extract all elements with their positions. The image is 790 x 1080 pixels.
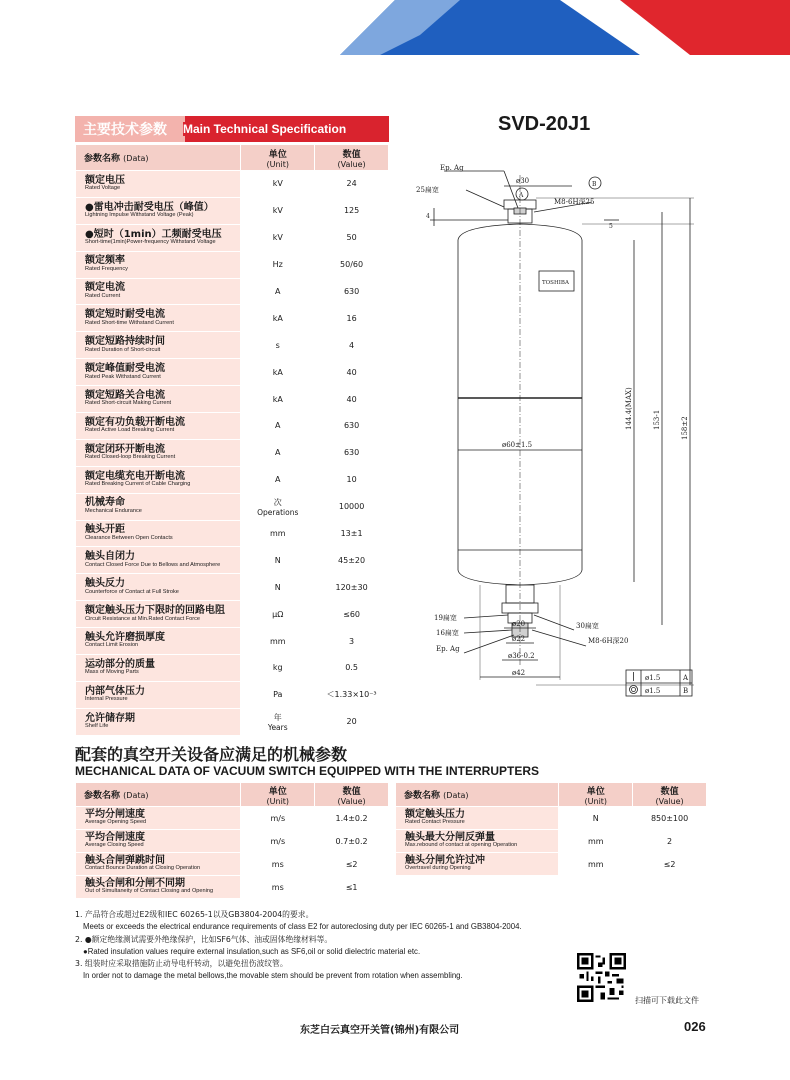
- mech-param-name: [396, 853, 559, 876]
- spec-row: [76, 386, 389, 413]
- spec-title-en: Main Technical Specification: [183, 122, 347, 136]
- label-d60: ø60±1.5: [502, 441, 533, 449]
- notes: [75, 909, 575, 983]
- label-h144: 144.4(MAX): [625, 387, 633, 430]
- param-name-en: Rated Current: [85, 292, 121, 299]
- param-name-cn: 额定电流: [85, 282, 125, 294]
- label-flat16: 16扁宽: [436, 629, 459, 637]
- param-name: [76, 439, 241, 466]
- note-line: Meets or exceeds the electrical endurance requirements of class E2 for autoreclosing duty per IEC 60265-1 and GB3804-2004.: [83, 922, 522, 932]
- param-name: [76, 171, 241, 198]
- label-tol1: ø1.5: [645, 674, 661, 682]
- param-name-en: Rated Short-time Withstand Current: [85, 319, 174, 326]
- param-name-en: Rated Peak Withstand Current: [85, 373, 161, 380]
- note-line: ●Rated insulation values require external insulation,such as SF6,oil or solid dielectric material etc.: [83, 946, 421, 956]
- spec-row: [76, 251, 389, 278]
- qr-caption: 扫描可下载此文件: [635, 996, 699, 1005]
- qr-code[interactable]: [577, 953, 626, 1002]
- label-b: B: [592, 181, 597, 188]
- param-name: [76, 386, 241, 413]
- param-unit: [241, 359, 315, 386]
- mech-param-name-cn: 触头合闸和分闸不同期: [85, 877, 185, 889]
- mech-param-value: 0.7±0.2: [315, 830, 389, 853]
- mech-row: [76, 853, 389, 876]
- spec-table-header: [76, 145, 389, 171]
- param-value: 3: [315, 628, 389, 655]
- param-name-cn: 触头自闭力: [85, 551, 135, 563]
- unit-text: kA: [272, 394, 283, 404]
- footer-company: 东芝白云真空开关管(锦州)有限公司: [300, 1025, 460, 1036]
- param-name: [76, 574, 241, 601]
- param-unit: [241, 708, 315, 735]
- note-line: 1. 产品符合或超过E2级和IEC 60265-1以及GB3804-2004的要求。: [75, 910, 314, 919]
- label-flat19: 19扁宽: [434, 614, 457, 622]
- spec-row: [76, 305, 389, 332]
- mech-param-unit: ms: [241, 853, 315, 876]
- spec-row: [76, 547, 389, 574]
- param-name-en: Rated Short-circuit Making Current: [85, 400, 172, 407]
- unit-text: N: [274, 555, 281, 565]
- mech-param-unit: mm: [559, 853, 633, 876]
- mech-param-value: ≤2: [633, 853, 707, 876]
- param-unit: [241, 386, 315, 413]
- spec-row: [76, 359, 389, 386]
- mech-title-cn: 配套的真空开关设备应满足的机械参数: [75, 745, 348, 764]
- spec-row: [76, 520, 389, 547]
- param-unit: [241, 224, 315, 251]
- label-toshiba: TOSHIBA: [542, 280, 569, 286]
- param-name-cn: 触头反力: [85, 578, 125, 590]
- param-name-en: Clearance Between Open Contacts: [85, 534, 173, 541]
- mech-table-left: [75, 782, 389, 899]
- mech-unit-header-en: (Unit): [266, 796, 290, 806]
- param-name-en: Contact Closed Force Due to Bellows and Atmosphere: [85, 561, 221, 568]
- unit-text: kV: [272, 206, 283, 216]
- mech-param-name-en: Out of Simultaneity of Contact Closing and Opening: [85, 888, 214, 895]
- param-unit: [241, 251, 315, 278]
- param-name-cn: 触头允许磨损厚度: [85, 631, 165, 643]
- param-value: 50/60: [315, 251, 389, 278]
- unit-text: 次: [273, 497, 282, 507]
- param-name-en: Shelf Life: [85, 723, 109, 730]
- spec-table: [75, 144, 389, 736]
- param-name: [76, 708, 241, 735]
- param-name-en: Rated Active Load Breaking Current: [85, 427, 175, 434]
- param-unit: [241, 547, 315, 574]
- spec-table-body: [76, 171, 389, 736]
- mech-value-header-cn-r: 数值: [660, 786, 679, 797]
- mech-unit-header-en-r: (Unit): [584, 796, 608, 806]
- spec-row: [76, 171, 389, 198]
- label-five: 5: [609, 223, 613, 230]
- mech-param-name-en: Contact Bounce Duration at Closing Operation: [85, 865, 201, 872]
- mech-param-name-en: Max.rebound of contact at opening Operation: [405, 842, 518, 849]
- unit-text: A: [275, 287, 281, 296]
- mech-param-name-en: Overtravel during Opening: [405, 865, 471, 872]
- param-name-cn: 额定短时耐受电流: [85, 309, 165, 321]
- param-name: [76, 466, 241, 493]
- unit-text: μΩ: [272, 609, 284, 619]
- unit-sub: Operations: [257, 507, 299, 517]
- mech-table-right: [395, 782, 707, 876]
- param-name: [76, 413, 241, 440]
- param-unit: [241, 493, 315, 520]
- mech-param-unit: N: [559, 807, 633, 830]
- param-name-cn: 额定电压: [85, 174, 125, 186]
- label-tol2: ø1.5: [645, 687, 661, 695]
- param-name-cn: ●短时（1min）工频耐受电压: [85, 228, 222, 240]
- unit-text: Hz: [272, 260, 283, 270]
- param-value: 10: [315, 466, 389, 493]
- label-four: 4: [426, 213, 430, 220]
- mech-row: [76, 876, 389, 899]
- mech-param-name: [76, 830, 241, 853]
- param-name-cn: 触头开距: [85, 524, 125, 536]
- label-ref-a: A: [683, 674, 689, 682]
- param-name-en: Mechanical Endurance: [85, 507, 142, 514]
- unit-text: mm: [269, 529, 286, 539]
- param-unit: [241, 305, 315, 332]
- param-value: 50: [315, 224, 389, 251]
- param-header-en: (Data): [123, 154, 149, 163]
- param-unit: [241, 197, 315, 224]
- spec-row: [76, 224, 389, 251]
- mech-row: [396, 830, 707, 853]
- label-flat25: 25扁宽: [416, 186, 439, 194]
- param-name: [76, 601, 241, 628]
- unit-sub: Years: [267, 722, 288, 732]
- spec-title-bar: [75, 116, 389, 142]
- mech-param-unit: ms: [241, 876, 315, 899]
- spec-row: [76, 278, 389, 305]
- spec-row: [76, 332, 389, 359]
- mech-param-name: [396, 830, 559, 853]
- param-name-cn: 额定电缆充电开断电流: [85, 470, 185, 482]
- mech-param-value: ≤2: [315, 853, 389, 876]
- mech-param-name: [396, 807, 559, 830]
- param-name-cn: 额定闭环开断电流: [85, 443, 165, 455]
- note-line: In order not to damage the metal bellows,the movable stem should be prevent from rotation when assembling.: [83, 971, 463, 981]
- param-name-en: Counterforce of Contact at Full Stroke: [85, 588, 179, 595]
- param-name-cn: 额定短路持续时间: [85, 336, 165, 348]
- param-name: [76, 332, 241, 359]
- unit-text: kA: [272, 313, 283, 323]
- param-name: [76, 278, 241, 305]
- unit-text: A: [275, 475, 281, 485]
- label-ref-b: B: [683, 687, 689, 695]
- mech-param-name-en: Rated Contact Pressure: [405, 819, 465, 826]
- param-value: ＜1.33×10⁻³: [315, 681, 389, 708]
- param-unit: [241, 466, 315, 493]
- param-name-en: Rated Breaking Current of Cable Charging: [85, 481, 191, 488]
- param-unit: [241, 332, 315, 359]
- spec-row: [76, 655, 389, 682]
- param-name-cn: 额定有功负载开断电流: [85, 416, 185, 428]
- param-name-cn: 运动部分的质量: [85, 658, 155, 670]
- mech-param-header-cn: 参数名称: [84, 791, 121, 801]
- param-unit: [241, 413, 315, 440]
- param-name-en: Circuit Resistance at Min.Rated Contact Force: [85, 615, 201, 622]
- unit-text: kA: [272, 367, 283, 377]
- unit-text: kV: [272, 179, 283, 189]
- param-unit: [241, 171, 315, 198]
- unit-text: Pa: [273, 690, 283, 700]
- param-name-en: Rated Frequency: [85, 265, 128, 272]
- param-header-cn: 参数名称: [84, 154, 121, 164]
- param-value: 0.5: [315, 655, 389, 682]
- top-decoration-stripes: [0, 0, 790, 55]
- mech-param-name-cn: 额定触头压力: [405, 808, 465, 820]
- label-ep-ag-top: Ep. Ag: [440, 164, 464, 172]
- param-name: [76, 628, 241, 655]
- label-a: A: [519, 192, 524, 199]
- unit-text: A: [275, 448, 281, 458]
- param-name-cn: 额定短路关合电流: [85, 389, 165, 401]
- param-name-cn: 额定频率: [85, 255, 125, 267]
- mech-title-en: MECHANICAL DATA OF VACUUM SWITCH EQUIPPED WITH THE INTERRUPTERS: [75, 764, 539, 778]
- value-header-cn: 数值: [342, 149, 361, 160]
- param-name: [76, 547, 241, 574]
- param-name-cn: 额定触头压力下限时的回路电阻: [85, 605, 225, 617]
- param-name-cn: ●雷电冲击耐受电压（峰值）: [85, 201, 214, 213]
- mech-value-header-cn: 数值: [342, 786, 361, 797]
- param-name-cn: 额定峰值耐受电流: [85, 363, 165, 374]
- mech-row: [76, 807, 389, 830]
- spec-row: [76, 466, 389, 493]
- label-h153: 153-1: [653, 409, 661, 430]
- mech-row: [396, 853, 707, 876]
- mech-row: [396, 807, 707, 830]
- unit-text: kg: [272, 663, 283, 673]
- label-d36: ø36-0.2: [508, 652, 535, 660]
- param-name: [76, 197, 241, 224]
- param-value: 630: [315, 278, 389, 305]
- spec-row: [76, 628, 389, 655]
- label-ep-ag-bot: Ep. Ag: [436, 645, 460, 653]
- param-unit: [241, 574, 315, 601]
- param-value: 4: [315, 332, 389, 359]
- mech-param-name-cn: 触头合闸弹跳时间: [85, 854, 165, 866]
- param-unit: [241, 601, 315, 628]
- spec-row: [76, 413, 389, 440]
- param-value: 630: [315, 439, 389, 466]
- mech-param-name-cn: 平均合闸速度: [85, 831, 145, 843]
- mech-param-name: [76, 853, 241, 876]
- mech-unit-header-cn: 单位: [268, 786, 287, 797]
- mech-param-value: ≤1: [315, 876, 389, 899]
- param-name-en: Internal Pressure: [85, 696, 128, 703]
- label-d20: ø20: [512, 620, 526, 628]
- mech-param-value: 1.4±0.2: [315, 807, 389, 830]
- param-name-en: Rated Voltage: [85, 185, 121, 192]
- mech-param-name: [76, 807, 241, 830]
- mech-param-name-en: Average Opening Speed: [85, 819, 147, 826]
- mech-value-header-en: (Value): [337, 796, 366, 806]
- mech-row: [76, 830, 389, 853]
- param-name: [76, 493, 241, 520]
- param-value: 10000: [315, 493, 389, 520]
- param-value: 20: [315, 708, 389, 735]
- param-unit: [241, 655, 315, 682]
- unit-text: mm: [269, 636, 286, 646]
- mech-param-value: 2: [633, 830, 707, 853]
- param-name: [76, 520, 241, 547]
- label-m8-bot: M8-6H深20: [588, 637, 629, 645]
- param-value: 40: [315, 386, 389, 413]
- param-value: 630: [315, 413, 389, 440]
- spec-title-cn: 主要技术参数: [83, 122, 167, 138]
- dimension-drawing: [404, 150, 704, 710]
- unit-text: kV: [272, 233, 283, 243]
- param-value: 24: [315, 171, 389, 198]
- mech-param-header-cn-r: 参数名称: [404, 791, 441, 801]
- unit-text: s: [275, 340, 280, 350]
- spec-row: [76, 439, 389, 466]
- param-value: 16: [315, 305, 389, 332]
- unit-text: N: [274, 582, 281, 592]
- note-line: 3. 组装时应采取措施防止动导电杆转动，以避免扭伤波纹管。: [75, 959, 288, 969]
- mech-param-header-en-r: (Data): [443, 791, 469, 800]
- mech-value-header-en-r: (Value): [655, 796, 684, 806]
- param-unit: [241, 278, 315, 305]
- spec-row: [76, 493, 389, 520]
- param-unit: [241, 439, 315, 466]
- label-flat30: 30扁宽: [576, 622, 599, 630]
- mech-param-name-cn: 平均分闸速度: [85, 808, 145, 820]
- mech-unit-header-cn-r: 单位: [586, 786, 605, 797]
- unit-text: A: [275, 421, 281, 431]
- page-number: 026: [684, 1019, 706, 1034]
- param-value: 45±20: [315, 547, 389, 574]
- unit-header-en: (Unit): [266, 159, 290, 169]
- value-header-en: (Value): [337, 159, 366, 169]
- mech-param-value: 850±100: [633, 807, 707, 830]
- unit-text: 年: [273, 712, 282, 722]
- param-value: ≤60: [315, 601, 389, 628]
- param-name-en: Rated Duration of Short-circuit: [85, 346, 161, 353]
- param-value: 120±30: [315, 574, 389, 601]
- param-value: 40: [315, 359, 389, 386]
- param-name: [76, 305, 241, 332]
- model-title: SVD-20J1: [498, 113, 591, 135]
- param-unit: [241, 628, 315, 655]
- label-d42: ø42: [512, 669, 526, 677]
- label-h158: 158±2: [681, 416, 689, 440]
- mech-param-name-en: Average Closing Speed: [85, 842, 144, 849]
- param-name-cn: 机械寿命: [85, 497, 125, 509]
- param-name: [76, 251, 241, 278]
- mech-param-header-en: (Data): [123, 791, 149, 800]
- param-name-en: Short-time(1min)Power-frequency Withstand Voltage: [85, 239, 216, 246]
- label-m8-top: M8-6H深25: [554, 198, 595, 206]
- mech-param-unit: m/s: [241, 807, 315, 830]
- label-d22: ø22: [512, 635, 526, 643]
- param-name-cn: 允许储存期: [85, 712, 135, 724]
- param-name-en: Lightning Impulse Withstand Voltage (Peak): [85, 212, 194, 219]
- unit-header-cn: 单位: [268, 149, 287, 160]
- param-value: 125: [315, 197, 389, 224]
- mech-param-unit: mm: [559, 830, 633, 853]
- param-name: [76, 655, 241, 682]
- mech-param-unit: m/s: [241, 830, 315, 853]
- spec-row: [76, 601, 389, 628]
- mech-param-name: [76, 876, 241, 899]
- param-name-en: Rated Closed-loop Breaking Current: [85, 454, 176, 461]
- spec-row: [76, 197, 389, 224]
- param-name: [76, 681, 241, 708]
- mech-param-name-cn: 触头最大分闸反弹量: [405, 831, 495, 843]
- spec-row: [76, 708, 389, 735]
- note-line: 2. ●额定绝缘测试需要外绝缘保护，比如SF6气体、油或固体绝缘材料等。: [75, 934, 333, 944]
- param-name: [76, 359, 241, 386]
- label-d30: ø30: [516, 177, 530, 185]
- param-value: 13±1: [315, 520, 389, 547]
- param-name-en: Contact Limit Erosion: [85, 642, 139, 649]
- spec-row: [76, 574, 389, 601]
- param-name-en: Mass of Moving Parts: [85, 669, 139, 676]
- param-name: [76, 224, 241, 251]
- spec-row: [76, 681, 389, 708]
- param-unit: [241, 520, 315, 547]
- param-name-cn: 内部气体压力: [85, 685, 145, 697]
- mech-param-name-cn: 触头分闸允许过冲: [405, 854, 485, 866]
- param-unit: [241, 681, 315, 708]
